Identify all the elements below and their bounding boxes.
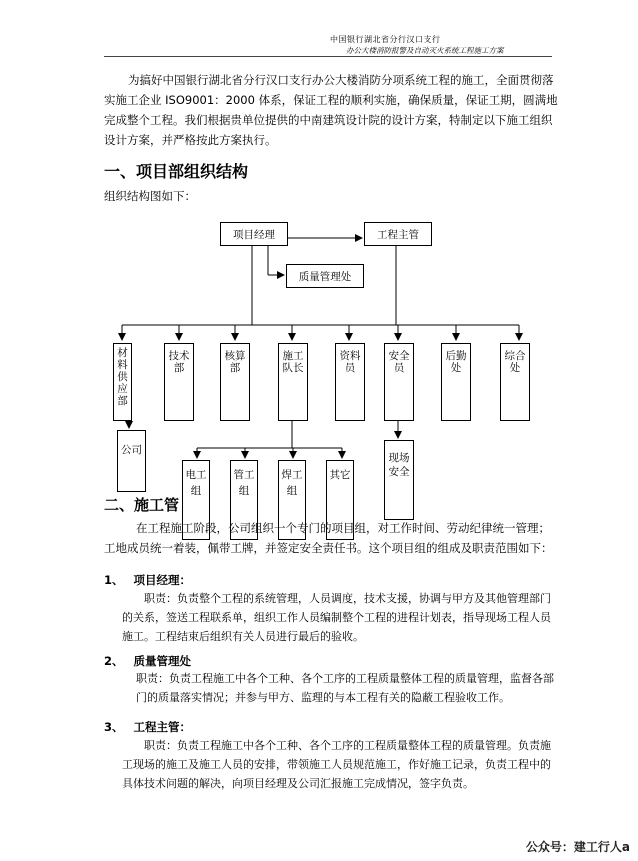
org-box-safety-officer: 安全员	[384, 343, 414, 421]
org-box-logistics: 后勤处	[441, 343, 471, 421]
org-box-quality-dept: 质量管理处	[286, 264, 364, 288]
item-2-number: 2、	[104, 654, 124, 668]
item-2-heading	[104, 653, 191, 669]
org-box-company	[117, 430, 146, 492]
org-box-pipefitter-group: 管工组	[230, 460, 258, 540]
org-box-site-safety: 现场安全	[384, 440, 414, 520]
org-box-project-manager: 项目经理	[220, 222, 288, 246]
section-1-subtitle: 组织结构图如下：	[104, 189, 196, 203]
item-1-number: 1、	[104, 573, 124, 587]
org-box-construction-leader: 施工队长	[278, 343, 308, 421]
section-1-title: 一、项目部组织结构	[104, 162, 249, 181]
item-3-heading	[104, 719, 191, 735]
item-3-title: 工程主管：	[133, 720, 192, 734]
org-box-accounting: 核算部	[220, 343, 250, 421]
org-box-welder-group: 焊工组	[278, 460, 306, 540]
item-2-duty: 职责：负责工程施工中各个工种、各个工序的工程质量整体工程的质量管理，监督各部门的质量落实情况；并参与甲方、监理的与本工程有关的隐蔽工程验收工作。	[136, 672, 554, 704]
org-box-engineering-chief: 工程主管	[364, 222, 432, 246]
org-company-label: 公司	[121, 444, 142, 456]
header-line-2: 办公大楼消防报警及自动灭火系统工程施工方案	[346, 46, 504, 55]
item-1-title: 项目经理：	[133, 573, 192, 587]
org-box-tech-dept: 技术部	[164, 343, 194, 421]
item-3-number: 3、	[104, 720, 124, 734]
org-box-documents: 资料员	[335, 343, 365, 421]
org-box-electrician-group: 电工组	[182, 460, 210, 540]
item-1-heading	[104, 572, 191, 588]
section-2-body: 在工程施工阶段，公司组织一个专门的项目组，对工作时间、劳动纪律统一管理；工地成员统一着装，佩带工牌，并签定安全责任书。这个项目组的组成及职责范围如下：	[104, 521, 553, 555]
org-box-material-supply: 材料供应部	[113, 343, 132, 421]
org-box-general-affairs: 综合处	[500, 343, 530, 421]
section-2-title: 二、施工管	[104, 496, 180, 514]
org-box-other-group: 其它	[326, 460, 354, 540]
header-line-1: 中国银行湖北省分行汉口支行	[330, 35, 441, 44]
item-2-title: 质量管理处	[133, 654, 192, 668]
item-3-duty: 职责：负责工程施工中各个工种、各个工序的工程质量整体工程的质量管理。负责施工现场的施工及施工人员的安排，带领施工人员规范施工，作好施工记录，负责工程中的具体技术问题的解决，向项目经理及公司汇报施工完成情况，签字负责。	[122, 739, 551, 790]
intro-paragraph: 为搞好中国银行湖北省分行汉口支行办公大楼消防分项系统工程的施工，全面贯彻落实施工企业 ISO9001：2000 体系，保证工程的顺利实施，确保质量，保证工期，圆满地完成整个工程。我们根据贵单位提供的中南建筑设计院的设计方案，特制定以下施工组织设计方案，并严格按此方案执行。	[104, 73, 558, 147]
item-1-duty: 职责：负责整个工程的系统管理，人员调度，技术支援，协调与甲方及其他管理部门的关系，签送工程联系单，组织工作人员编制整个工程的进程计划表，指导现场工程人员施工。工程结束后组织有关人员进行最后的验收。	[122, 592, 551, 643]
footer-watermark: 公众号：建工行人a	[525, 840, 630, 854]
